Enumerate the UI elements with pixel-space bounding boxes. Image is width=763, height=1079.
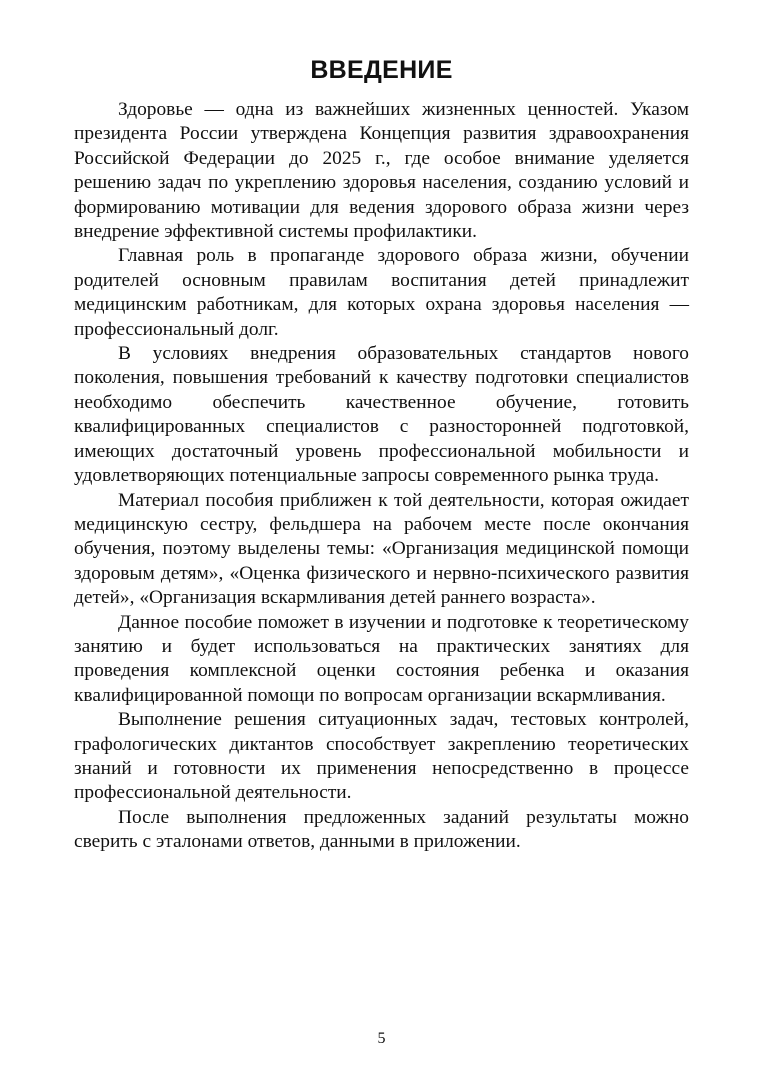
page-title: ВВЕДЕНИЕ — [310, 56, 453, 84]
body-text — [74, 98, 689, 855]
paragraph: Материал пособия приближен к той деятельности, которая ожидает медицинскую сестру, фельдшера на рабочем месте после окончания обучения, поэтому выделены темы: «Организация медицинской помощи здоровым детям», «Оценка физического и нервно-психического развития детей», «Организация вскармливания детей раннего возраста». — [74, 489, 689, 609]
page-number: 5 — [377, 1030, 386, 1047]
paragraph: В условиях внедрения образовательных стандартов нового поколения, повышения требований к качеству подготовки специалистов необходимо обеспечить качественное обучение, готовить квалифицированных специалистов с разносторонней подготовкой, имеющих достаточный уровень профессиональной мобильности и удовлетворяющих потенциальные запросы современного рынка труда. — [74, 343, 689, 487]
paragraph: Здоровье — одна из важнейших жизненных ценностей. Указом президента России утверждена Концепция развития здравоохранения Российской Федерации до 2025 г., где особое внимание уделяется решению задач по укреплению здоровья населения, созданию условий и формированию мотивации для ведения здорового образа жизни через внедрение эффективной системы профилактики. — [74, 99, 689, 243]
paragraph: После выполнения предложенных заданий результаты можно сверить с эталонами ответов, данными в приложении. — [74, 806, 689, 853]
paragraph: Главная роль в пропаганде здорового образа жизни, обучении родителей основным правилам воспитания детей принадлежит медицинским работникам, для которых охрана здоровья населения — профессиональный долг. — [74, 245, 689, 340]
paragraph: Выполнение решения ситуационных задач, тестовых контролей, графологических диктантов способствует закреплению теоретических знаний и готовности их применения непосредственно в процессе профессиональной деятельности. — [74, 709, 689, 804]
paragraph: Данное пособие поможет в изучении и подготовке к теоретическому занятию и будет использоваться на практических занятиях для проведения комплексной оценки состояния ребенка и оказания квалифицированной помощи по вопросам организации вскармливания. — [74, 611, 689, 706]
